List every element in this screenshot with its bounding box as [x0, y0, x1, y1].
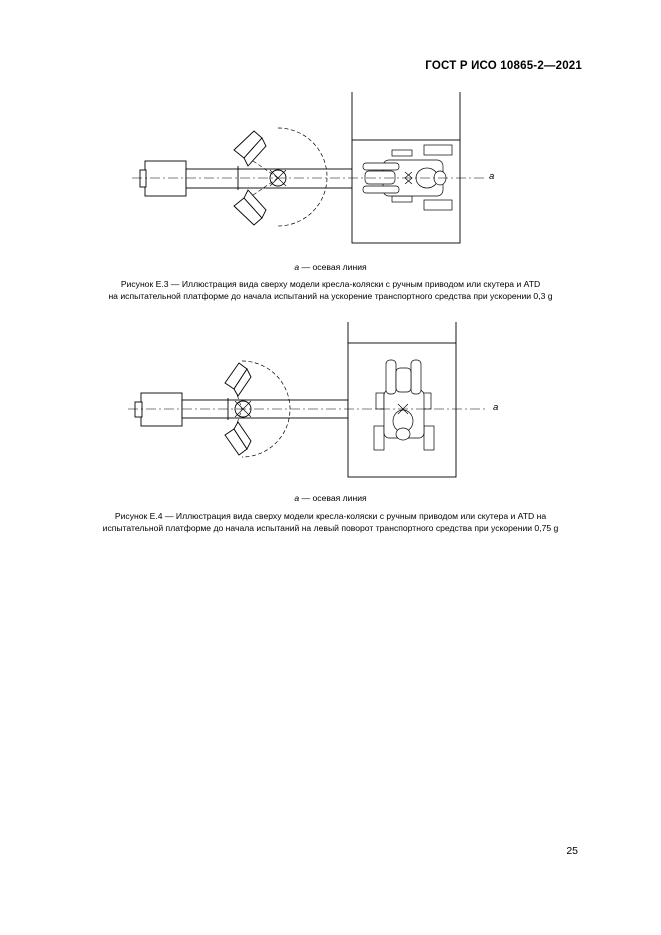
e4-axis-marker: a — [493, 402, 499, 413]
e4-sled-stub — [135, 402, 142, 417]
e4-sled-block — [141, 393, 182, 426]
page-number: 25 — [566, 845, 578, 857]
e3-legend-letter: a — [294, 262, 300, 272]
e4-legend-text: — осевая линия — [299, 493, 367, 503]
document-standard-code: ГОСТ Р ИСО 10865-2—2021 — [425, 60, 582, 72]
figure-e4-caption — [40, 510, 621, 534]
e4-legend-letter: a — [294, 493, 300, 503]
e4-caption-line1: Рисунок Е.4 — Иллюстрация вида сверху модели кресла-коляски с ручным приводом или скутера и ATD на — [114, 511, 547, 521]
e3-axis-marker: a — [489, 171, 495, 182]
e3-caption-line1: Рисунок Е.3 — Иллюстрация вида сверху модели кресла-коляски с ручным приводом или скутера и ATD — [120, 279, 541, 289]
e3-caption-line2: на испытательной платформе до начала испытаний на ускорение транспортного средства при ускорении 0,3 g — [108, 291, 553, 301]
e4-caption-line2: испытательной платформе до начала испытаний на левый поворот транспортного средства при ускорении 0,75 g — [102, 523, 559, 533]
e3-legend-text: — осевая линия — [299, 262, 367, 272]
e4-legend — [0, 493, 661, 503]
